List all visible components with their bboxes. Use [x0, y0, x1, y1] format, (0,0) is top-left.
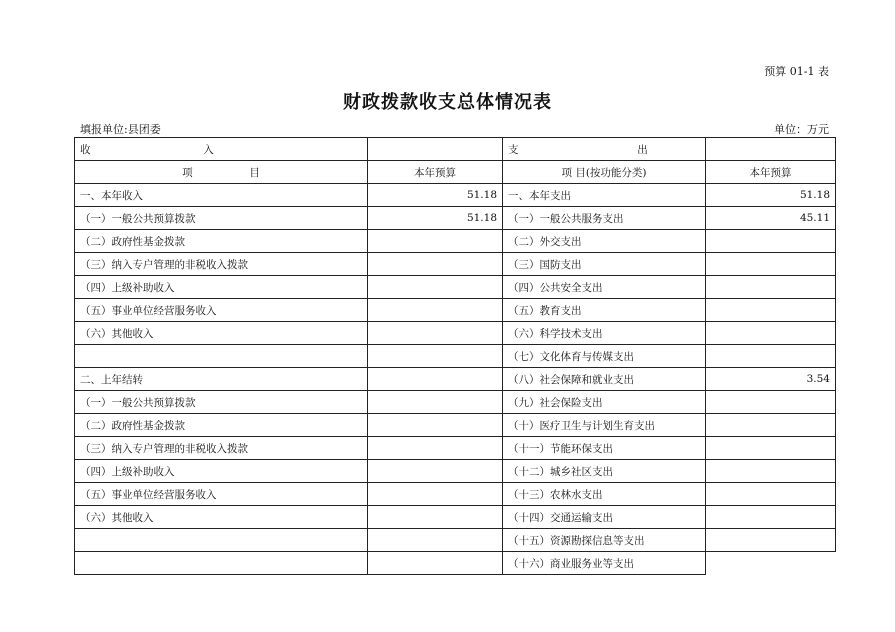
- income-item-cell: （四）上级补助收入: [75, 276, 368, 299]
- expense-budget-cell: [706, 299, 836, 322]
- table-row: [75, 368, 836, 391]
- income-budget-cell: [368, 276, 503, 299]
- table-row: [75, 276, 836, 299]
- expense-item-cell: （十三）农林水支出: [503, 483, 706, 506]
- income-item-cell: （一）一般公共预算拨款: [75, 207, 368, 230]
- table-row: [75, 253, 836, 276]
- expense-budget-cell: [706, 391, 836, 414]
- table-row: [75, 391, 836, 414]
- income-budget-cell: [368, 322, 503, 345]
- money-unit: 单位：万元: [774, 123, 829, 136]
- page-title: 财政拨款收支总体情况表: [343, 92, 552, 113]
- header-row-section: [75, 138, 836, 161]
- expense-section-header: [503, 138, 706, 161]
- income-budget-cell: [368, 345, 503, 368]
- income-budget-cell: [368, 506, 503, 529]
- income-budget-cell: 51.18: [368, 184, 503, 207]
- income-item-right: 目: [249, 166, 260, 179]
- expense-budget-cell: [706, 483, 836, 506]
- expense-item-cell: （三）国防支出: [503, 253, 706, 276]
- income-item-cell: （五）事业单位经营服务收入: [75, 483, 368, 506]
- document-code: 预算 01-1 表: [764, 65, 829, 78]
- table-row: [75, 184, 836, 207]
- expense-item-cell: （十六）商业服务业等支出: [503, 552, 706, 575]
- expense-item-cell: （七）文化体育与传媒支出: [503, 345, 706, 368]
- income-budget-cell: [368, 437, 503, 460]
- income-item-cell: （六）其他收入: [75, 322, 368, 345]
- expense-item-cell: （九）社会保险支出: [503, 391, 706, 414]
- income-section-header: [75, 138, 368, 161]
- income-item-cell: （四）上级补助收入: [75, 460, 368, 483]
- income-item-cell: [75, 345, 368, 368]
- table-row: [75, 207, 836, 230]
- expense-budget-cell: 51.18: [706, 184, 836, 207]
- table-row: [75, 299, 836, 322]
- income-budget-header: 本年预算: [368, 161, 503, 184]
- table-row: [75, 345, 836, 368]
- expense-budget-cell: [706, 253, 836, 276]
- income-item-cell: （六）其他收入: [75, 506, 368, 529]
- table-row: [75, 483, 836, 506]
- income-budget-cell: [368, 552, 503, 575]
- header-row-columns: [75, 161, 836, 184]
- table-row: [75, 322, 836, 345]
- income-label-right: 入: [203, 143, 214, 156]
- expense-budget-cell: [706, 529, 836, 552]
- income-budget-cell: [368, 529, 503, 552]
- expense-budget-cell: 45.11: [706, 207, 836, 230]
- table-row: [75, 529, 836, 552]
- expense-budget-cell: 3.54: [706, 368, 836, 391]
- budget-table: [74, 137, 836, 575]
- income-item-cell: （二）政府性基金拨款: [75, 230, 368, 253]
- expense-item-cell: （十四）交通运输支出: [503, 506, 706, 529]
- expense-section-header-spacer: [706, 138, 836, 161]
- income-budget-cell: [368, 253, 503, 276]
- income-budget-cell: [368, 414, 503, 437]
- income-budget-cell: [368, 230, 503, 253]
- income-label-left: 收: [80, 143, 91, 156]
- table-row: [75, 437, 836, 460]
- table-row: [75, 506, 836, 529]
- expense-item-cell: （一）一般公共服务支出: [503, 207, 706, 230]
- income-budget-cell: 51.18: [368, 207, 503, 230]
- income-item-cell: 一、本年收入: [75, 184, 368, 207]
- expense-label-left: 支: [508, 143, 519, 156]
- income-item-cell: （三）纳入专户管理的非税收入拨款: [75, 437, 368, 460]
- expense-budget-cell: [706, 414, 836, 437]
- expense-budget-cell: [706, 460, 836, 483]
- table-row: [75, 552, 836, 575]
- table-row: [75, 414, 836, 437]
- income-item-cell: （二）政府性基金拨款: [75, 414, 368, 437]
- expense-budget-cell: [706, 322, 836, 345]
- expense-item-cell: （五）教育支出: [503, 299, 706, 322]
- expense-item-cell: （十一）节能环保支出: [503, 437, 706, 460]
- expense-budget-cell: [706, 506, 836, 529]
- expense-budget-cell: [706, 230, 836, 253]
- expense-item-header: 项 目(按功能分类): [503, 161, 706, 184]
- income-budget-cell: [368, 391, 503, 414]
- expense-item-cell: （十五）资源勘探信息等支出: [503, 529, 706, 552]
- income-item-cell: [75, 552, 368, 575]
- income-budget-cell: [368, 368, 503, 391]
- table-row: [75, 460, 836, 483]
- income-item-left: 项: [182, 166, 193, 179]
- expense-label-right: 出: [637, 143, 648, 156]
- expense-item-cell: （十）医疗卫生与计划生育支出: [503, 414, 706, 437]
- income-budget-cell: [368, 460, 503, 483]
- expense-budget-cell: [706, 345, 836, 368]
- income-item-cell: （五）事业单位经营服务收入: [75, 299, 368, 322]
- expense-item-cell: 一、本年支出: [503, 184, 706, 207]
- expense-budget-cell: [706, 276, 836, 299]
- income-item-header: [75, 161, 368, 184]
- expense-item-cell: （十二）城乡社区支出: [503, 460, 706, 483]
- income-item-cell: [75, 529, 368, 552]
- expense-budget-cell: [706, 552, 836, 575]
- table-row: [75, 230, 836, 253]
- income-item-cell: （一）一般公共预算拨款: [75, 391, 368, 414]
- income-budget-cell: [368, 299, 503, 322]
- filler-unit: 填报单位:县团委: [80, 123, 161, 136]
- expense-item-cell: （八）社会保障和就业支出: [503, 368, 706, 391]
- income-section-header-spacer: [368, 138, 503, 161]
- expense-budget-cell: [706, 437, 836, 460]
- income-item-cell: 二、上年结转: [75, 368, 368, 391]
- expense-item-cell: （四）公共安全支出: [503, 276, 706, 299]
- income-budget-cell: [368, 483, 503, 506]
- expense-item-cell: （二）外交支出: [503, 230, 706, 253]
- expense-item-cell: （六）科学技术支出: [503, 322, 706, 345]
- income-item-cell: （三）纳入专户管理的非税收入拨款: [75, 253, 368, 276]
- expense-budget-header: 本年预算: [706, 161, 836, 184]
